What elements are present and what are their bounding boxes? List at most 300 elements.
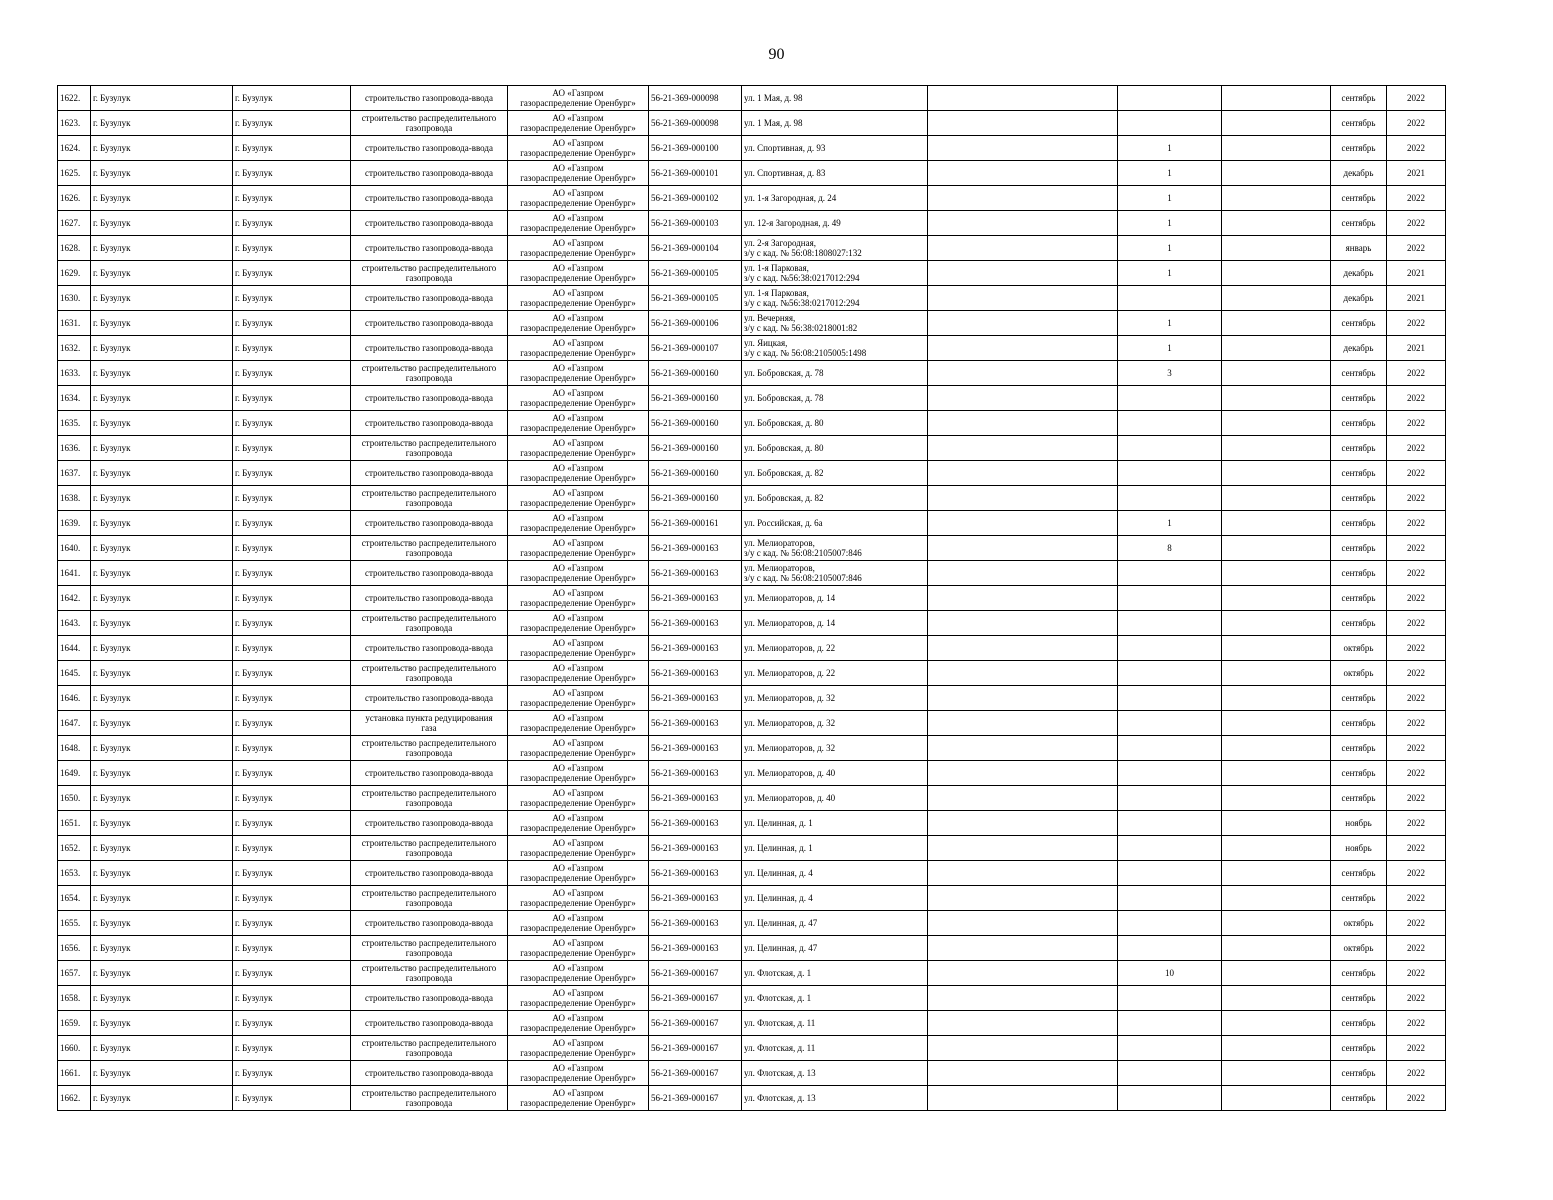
cell-blank-b <box>1222 961 1331 986</box>
cell-object-code: 56-21-369-000163 <box>649 811 742 836</box>
cell-work-type-line: газопровода <box>405 798 453 808</box>
cell-work-type <box>351 361 508 386</box>
cell-month: сентябрь <box>1331 886 1387 911</box>
register-table <box>57 85 1446 1111</box>
cell-blank-b <box>1222 611 1331 636</box>
cell-address-line: ул. 1-я Парковая, <box>744 288 809 298</box>
cell-work-type-line: строительство распределительного <box>361 663 497 673</box>
cell-quantity <box>1118 886 1222 911</box>
cell-year: 2022 <box>1387 86 1446 111</box>
cell-settlement: г. Бузулук <box>233 461 351 486</box>
cell-blank-b <box>1222 711 1331 736</box>
cell-blank-b <box>1222 686 1331 711</box>
cell-organization-line: АО «Газпром <box>552 763 604 773</box>
cell-address-line: з/у с кад. № 56:08:2105005:1498 <box>744 348 867 358</box>
table-row <box>58 311 1446 336</box>
cell-month: сентябрь <box>1331 536 1387 561</box>
cell-organization <box>508 386 649 411</box>
cell-quantity: 1 <box>1118 261 1222 286</box>
cell-work-type-line: строительство распределительного <box>361 488 497 498</box>
cell-month: январь <box>1331 236 1387 261</box>
cell-settlement: г. Бузулук <box>233 711 351 736</box>
cell-address-line: ул. 1-я Парковая, <box>744 263 809 273</box>
cell-work-type-line: строительство газопровода-ввода <box>365 193 493 203</box>
cell-year: 2022 <box>1387 461 1446 486</box>
cell-object-code: 56-21-369-000163 <box>649 611 742 636</box>
cell-quantity <box>1118 786 1222 811</box>
table-row <box>58 586 1446 611</box>
cell-address-line: з/у с кад. № 56:08:1808027:132 <box>744 248 862 258</box>
cell-organization <box>508 586 649 611</box>
cell-municipality: г. Бузулук <box>91 661 233 686</box>
cell-year: 2022 <box>1387 411 1446 436</box>
table-row <box>58 1086 1446 1111</box>
table-row <box>58 861 1446 886</box>
cell-quantity <box>1118 486 1222 511</box>
cell-work-type-line: строительство газопровода-ввода <box>365 918 493 928</box>
cell-blank-a <box>928 561 1118 586</box>
cell-object-code: 56-21-369-000167 <box>649 1086 742 1111</box>
cell-organization-line: газораспределение Оренбург» <box>520 423 636 433</box>
cell-blank-a <box>928 1036 1118 1061</box>
cell-organization <box>508 611 649 636</box>
cell-object-code: 56-21-369-000163 <box>649 536 742 561</box>
cell-work-type <box>351 436 508 461</box>
cell-object-code: 56-21-369-000167 <box>649 961 742 986</box>
cell-work-type <box>351 486 508 511</box>
cell-object-code: 56-21-369-000104 <box>649 236 742 261</box>
cell-month: сентябрь <box>1331 761 1387 786</box>
table-row <box>58 811 1446 836</box>
cell-blank-a <box>928 461 1118 486</box>
cell-blank-a <box>928 1086 1118 1111</box>
cell-address <box>742 761 928 786</box>
cell-organization <box>508 986 649 1011</box>
cell-address <box>742 236 928 261</box>
cell-year: 2022 <box>1387 561 1446 586</box>
cell-year: 2021 <box>1387 286 1446 311</box>
cell-blank-b <box>1222 486 1331 511</box>
cell-work-type-line: газопровода <box>405 123 453 133</box>
cell-organization-line: газораспределение Оренбург» <box>520 748 636 758</box>
cell-organization <box>508 686 649 711</box>
cell-work-type-line: строительство газопровода-ввода <box>365 243 493 253</box>
cell-work-type <box>351 161 508 186</box>
cell-municipality: г. Бузулук <box>91 436 233 461</box>
cell-blank-b <box>1222 986 1331 1011</box>
cell-quantity <box>1118 286 1222 311</box>
cell-month: сентябрь <box>1331 1036 1387 1061</box>
cell-work-type <box>351 511 508 536</box>
cell-organization-line: газораспределение Оренбург» <box>520 673 636 683</box>
cell-address <box>742 561 928 586</box>
cell-work-type-line: газопровода <box>405 898 453 908</box>
table-row <box>58 736 1446 761</box>
table-row <box>58 636 1446 661</box>
cell-address <box>742 186 928 211</box>
cell-municipality: г. Бузулук <box>91 811 233 836</box>
cell-organization-line: газораспределение Оренбург» <box>520 773 636 783</box>
cell-work-type <box>351 236 508 261</box>
cell-year: 2022 <box>1387 936 1446 961</box>
cell-blank-b <box>1222 511 1331 536</box>
table-row <box>58 386 1446 411</box>
cell-object-code: 56-21-369-000163 <box>649 936 742 961</box>
cell-blank-a <box>928 386 1118 411</box>
cell-row-number: 1662. <box>58 1086 91 1111</box>
table-row <box>58 886 1446 911</box>
cell-address-line: ул. Целинная, д. 4 <box>744 868 813 878</box>
cell-organization <box>508 111 649 136</box>
cell-row-number: 1623. <box>58 111 91 136</box>
cell-row-number: 1624. <box>58 136 91 161</box>
cell-month: сентябрь <box>1331 561 1387 586</box>
cell-settlement: г. Бузулук <box>233 186 351 211</box>
cell-work-type-line: строительство распределительного <box>361 888 497 898</box>
cell-address-line: ул. Флотская, д. 11 <box>744 1043 816 1053</box>
cell-organization-line: АО «Газпром <box>552 338 604 348</box>
cell-organization-line: АО «Газпром <box>552 988 604 998</box>
cell-municipality: г. Бузулук <box>91 236 233 261</box>
cell-year: 2022 <box>1387 486 1446 511</box>
cell-blank-a <box>928 511 1118 536</box>
table-row <box>58 86 1446 111</box>
cell-work-type-line: газопровода <box>405 748 453 758</box>
cell-work-type <box>351 686 508 711</box>
cell-work-type-line: газопровода <box>405 498 453 508</box>
cell-year: 2022 <box>1387 861 1446 886</box>
cell-organization-line: газораспределение Оренбург» <box>520 848 636 858</box>
cell-municipality: г. Бузулук <box>91 136 233 161</box>
cell-organization-line: АО «Газпром <box>552 388 604 398</box>
cell-blank-a <box>928 411 1118 436</box>
cell-work-type <box>351 186 508 211</box>
cell-year: 2021 <box>1387 161 1446 186</box>
cell-object-code: 56-21-369-000167 <box>649 1061 742 1086</box>
cell-address <box>742 586 928 611</box>
cell-work-type-line: строительство распределительного <box>361 838 497 848</box>
cell-month: сентябрь <box>1331 86 1387 111</box>
cell-month: сентябрь <box>1331 986 1387 1011</box>
cell-row-number: 1646. <box>58 686 91 711</box>
cell-organization-line: газораспределение Оренбург» <box>520 1073 636 1083</box>
cell-organization <box>508 86 649 111</box>
cell-year: 2022 <box>1387 111 1446 136</box>
cell-blank-a <box>928 286 1118 311</box>
cell-organization-line: газораспределение Оренбург» <box>520 223 636 233</box>
cell-quantity <box>1118 461 1222 486</box>
cell-settlement: г. Бузулук <box>233 561 351 586</box>
cell-year: 2022 <box>1387 736 1446 761</box>
cell-settlement: г. Бузулук <box>233 1011 351 1036</box>
cell-month: декабрь <box>1331 261 1387 286</box>
cell-year: 2022 <box>1387 711 1446 736</box>
cell-year: 2022 <box>1387 661 1446 686</box>
cell-settlement: г. Бузулук <box>233 586 351 611</box>
cell-work-type <box>351 711 508 736</box>
cell-organization-line: газораспределение Оренбург» <box>520 698 636 708</box>
table-row <box>58 661 1446 686</box>
cell-address-line: ул. Спортивная, д. 83 <box>744 168 826 178</box>
cell-quantity <box>1118 386 1222 411</box>
table-row <box>58 786 1446 811</box>
cell-row-number: 1656. <box>58 936 91 961</box>
cell-work-type-line: газопровода <box>405 623 453 633</box>
cell-work-type <box>351 736 508 761</box>
cell-blank-b <box>1222 761 1331 786</box>
cell-year: 2022 <box>1387 1061 1446 1086</box>
cell-address <box>742 161 928 186</box>
cell-organization <box>508 461 649 486</box>
cell-object-code: 56-21-369-000163 <box>649 836 742 861</box>
cell-municipality: г. Бузулук <box>91 111 233 136</box>
cell-organization-line: АО «Газпром <box>552 138 604 148</box>
cell-address-line: ул. Целинная, д. 1 <box>744 818 813 828</box>
cell-organization-line: газораспределение Оренбург» <box>520 273 636 283</box>
cell-organization <box>508 636 649 661</box>
cell-organization-line: газораспределение Оренбург» <box>520 1098 636 1108</box>
cell-year: 2022 <box>1387 436 1446 461</box>
cell-organization-line: газораспределение Оренбург» <box>520 948 636 958</box>
cell-blank-b <box>1222 136 1331 161</box>
cell-organization <box>508 311 649 336</box>
cell-blank-a <box>928 911 1118 936</box>
cell-work-type <box>351 536 508 561</box>
cell-organization-line: газораспределение Оренбург» <box>520 398 636 408</box>
cell-organization-line: АО «Газпром <box>552 638 604 648</box>
cell-address-line: ул. Мелиораторов, д. 14 <box>744 618 836 628</box>
cell-municipality: г. Бузулук <box>91 511 233 536</box>
cell-settlement: г. Бузулук <box>233 136 351 161</box>
cell-municipality: г. Бузулук <box>91 986 233 1011</box>
cell-blank-b <box>1222 161 1331 186</box>
cell-year: 2022 <box>1387 986 1446 1011</box>
cell-address <box>742 436 928 461</box>
cell-object-code: 56-21-369-000163 <box>649 586 742 611</box>
cell-organization-line: АО «Газпром <box>552 838 604 848</box>
cell-organization <box>508 1061 649 1086</box>
cell-month: сентябрь <box>1331 711 1387 736</box>
cell-blank-a <box>928 161 1118 186</box>
cell-work-type <box>351 561 508 586</box>
cell-address <box>742 211 928 236</box>
cell-organization-line: АО «Газпром <box>552 413 604 423</box>
cell-work-type <box>351 1036 508 1061</box>
table-row <box>58 236 1446 261</box>
cell-address-line: ул. Бобровская, д. 80 <box>744 443 824 453</box>
cell-organization-line: АО «Газпром <box>552 813 604 823</box>
cell-organization-line: АО «Газпром <box>552 263 604 273</box>
cell-organization-line: АО «Газпром <box>552 163 604 173</box>
cell-address-line: ул. Бобровская, д. 80 <box>744 418 824 428</box>
cell-work-type-line: строительство распределительного <box>361 538 497 548</box>
cell-row-number: 1636. <box>58 436 91 461</box>
cell-municipality: г. Бузулук <box>91 911 233 936</box>
cell-organization <box>508 261 649 286</box>
cell-municipality: г. Бузулук <box>91 561 233 586</box>
cell-row-number: 1625. <box>58 161 91 186</box>
cell-month: сентябрь <box>1331 411 1387 436</box>
cell-row-number: 1628. <box>58 236 91 261</box>
cell-municipality: г. Бузулук <box>91 361 233 386</box>
cell-month: декабрь <box>1331 336 1387 361</box>
cell-quantity <box>1118 561 1222 586</box>
cell-organization <box>508 786 649 811</box>
cell-quantity <box>1118 611 1222 636</box>
cell-blank-b <box>1222 186 1331 211</box>
cell-address <box>742 336 928 361</box>
cell-address-line: ул. Флотская, д. 1 <box>744 968 812 978</box>
cell-month: сентябрь <box>1331 361 1387 386</box>
cell-organization-line: АО «Газпром <box>552 513 604 523</box>
cell-year: 2022 <box>1387 686 1446 711</box>
cell-settlement: г. Бузулук <box>233 311 351 336</box>
cell-work-type-line: строительство газопровода-ввода <box>365 343 493 353</box>
table-row <box>58 836 1446 861</box>
cell-object-code: 56-21-369-000163 <box>649 711 742 736</box>
cell-organization-line: газораспределение Оренбург» <box>520 873 636 883</box>
cell-object-code: 56-21-369-000167 <box>649 986 742 1011</box>
cell-quantity <box>1118 811 1222 836</box>
cell-month: ноябрь <box>1331 811 1387 836</box>
cell-address-line: ул. Целинная, д. 47 <box>744 918 818 928</box>
cell-object-code: 56-21-369-000163 <box>649 861 742 886</box>
cell-object-code: 56-21-369-000105 <box>649 261 742 286</box>
cell-work-type-line: строительство распределительного <box>361 738 497 748</box>
cell-address-line: з/у с кад. № 56:08:2105007:846 <box>744 573 862 583</box>
cell-blank-b <box>1222 811 1331 836</box>
cell-blank-b <box>1222 861 1331 886</box>
cell-year: 2022 <box>1387 311 1446 336</box>
cell-organization <box>508 1086 649 1111</box>
cell-organization-line: газораспределение Оренбург» <box>520 523 636 533</box>
table-row <box>58 1036 1446 1061</box>
cell-address <box>742 311 928 336</box>
cell-organization-line: АО «Газпром <box>552 688 604 698</box>
cell-settlement: г. Бузулук <box>233 336 351 361</box>
cell-municipality: г. Бузулук <box>91 186 233 211</box>
cell-organization <box>508 536 649 561</box>
cell-work-type <box>351 111 508 136</box>
cell-organization-line: АО «Газпром <box>552 288 604 298</box>
cell-address <box>742 86 928 111</box>
cell-blank-b <box>1222 86 1331 111</box>
cell-municipality: г. Бузулук <box>91 861 233 886</box>
cell-work-type-line: строительство распределительного <box>361 263 497 273</box>
cell-month: сентябрь <box>1331 136 1387 161</box>
cell-object-code: 56-21-369-000100 <box>649 136 742 161</box>
cell-month: октябрь <box>1331 661 1387 686</box>
cell-work-type-line: строительство газопровода-ввода <box>365 143 493 153</box>
table-row <box>58 336 1446 361</box>
cell-municipality: г. Бузулук <box>91 586 233 611</box>
cell-quantity: 8 <box>1118 536 1222 561</box>
cell-object-code: 56-21-369-000105 <box>649 286 742 311</box>
cell-work-type <box>351 961 508 986</box>
cell-month: сентябрь <box>1331 861 1387 886</box>
cell-object-code: 56-21-369-000160 <box>649 411 742 436</box>
cell-address-line: ул. Вечерняя, <box>744 313 796 323</box>
cell-address <box>742 1086 928 1111</box>
cell-settlement: г. Бузулук <box>233 1061 351 1086</box>
cell-organization-line: АО «Газпром <box>552 238 604 248</box>
table-row <box>58 186 1446 211</box>
table-row <box>58 261 1446 286</box>
cell-work-type-line: строительство распределительного <box>361 438 497 448</box>
cell-quantity <box>1118 911 1222 936</box>
cell-object-code: 56-21-369-000167 <box>649 1011 742 1036</box>
cell-address-line: ул. Целинная, д. 47 <box>744 943 818 953</box>
cell-organization-line: газораспределение Оренбург» <box>520 798 636 808</box>
cell-settlement: г. Бузулук <box>233 161 351 186</box>
cell-blank-a <box>928 336 1118 361</box>
table-row <box>58 161 1446 186</box>
cell-municipality: г. Бузулук <box>91 1011 233 1036</box>
table-row <box>58 286 1446 311</box>
cell-blank-b <box>1222 411 1331 436</box>
cell-work-type-line: строительство газопровода-ввода <box>365 768 493 778</box>
cell-organization <box>508 886 649 911</box>
cell-address <box>742 411 928 436</box>
cell-blank-b <box>1222 286 1331 311</box>
cell-year: 2022 <box>1387 886 1446 911</box>
cell-year: 2021 <box>1387 261 1446 286</box>
cell-organization-line: газораспределение Оренбург» <box>520 648 636 658</box>
cell-municipality: г. Бузулук <box>91 836 233 861</box>
cell-year: 2022 <box>1387 961 1446 986</box>
cell-blank-b <box>1222 361 1331 386</box>
cell-address <box>742 461 928 486</box>
cell-object-code: 56-21-369-000163 <box>649 786 742 811</box>
cell-row-number: 1638. <box>58 486 91 511</box>
page-number: 90 <box>768 46 785 63</box>
cell-work-type <box>351 336 508 361</box>
table-row <box>58 486 1446 511</box>
cell-municipality: г. Бузулук <box>91 211 233 236</box>
cell-work-type <box>351 411 508 436</box>
cell-settlement: г. Бузулук <box>233 936 351 961</box>
cell-address <box>742 886 928 911</box>
cell-organization <box>508 711 649 736</box>
cell-month: сентябрь <box>1331 511 1387 536</box>
cell-settlement: г. Бузулук <box>233 836 351 861</box>
cell-organization-line: АО «Газпром <box>552 213 604 223</box>
cell-row-number: 1649. <box>58 761 91 786</box>
cell-row-number: 1650. <box>58 786 91 811</box>
cell-organization-line: АО «Газпром <box>552 188 604 198</box>
cell-blank-a <box>928 986 1118 1011</box>
cell-work-type <box>351 836 508 861</box>
cell-year: 2022 <box>1387 1011 1446 1036</box>
cell-blank-a <box>928 86 1118 111</box>
table-row <box>58 361 1446 386</box>
cell-work-type <box>351 936 508 961</box>
cell-address-line: ул. 1 Мая, д. 98 <box>744 118 803 128</box>
cell-settlement: г. Бузулук <box>233 886 351 911</box>
cell-organization-line: газораспределение Оренбург» <box>520 123 636 133</box>
cell-work-type-line: строительство газопровода-ввода <box>365 518 493 528</box>
cell-work-type-line: газопровода <box>405 548 453 558</box>
cell-organization-line: АО «Газпром <box>552 963 604 973</box>
cell-work-type <box>351 211 508 236</box>
cell-organization-line: газораспределение Оренбург» <box>520 498 636 508</box>
cell-quantity <box>1118 586 1222 611</box>
cell-address-line: ул. Спортивная, д. 93 <box>744 143 826 153</box>
cell-year: 2022 <box>1387 186 1446 211</box>
cell-year: 2022 <box>1387 361 1446 386</box>
cell-blank-a <box>928 661 1118 686</box>
cell-settlement: г. Бузулук <box>233 986 351 1011</box>
